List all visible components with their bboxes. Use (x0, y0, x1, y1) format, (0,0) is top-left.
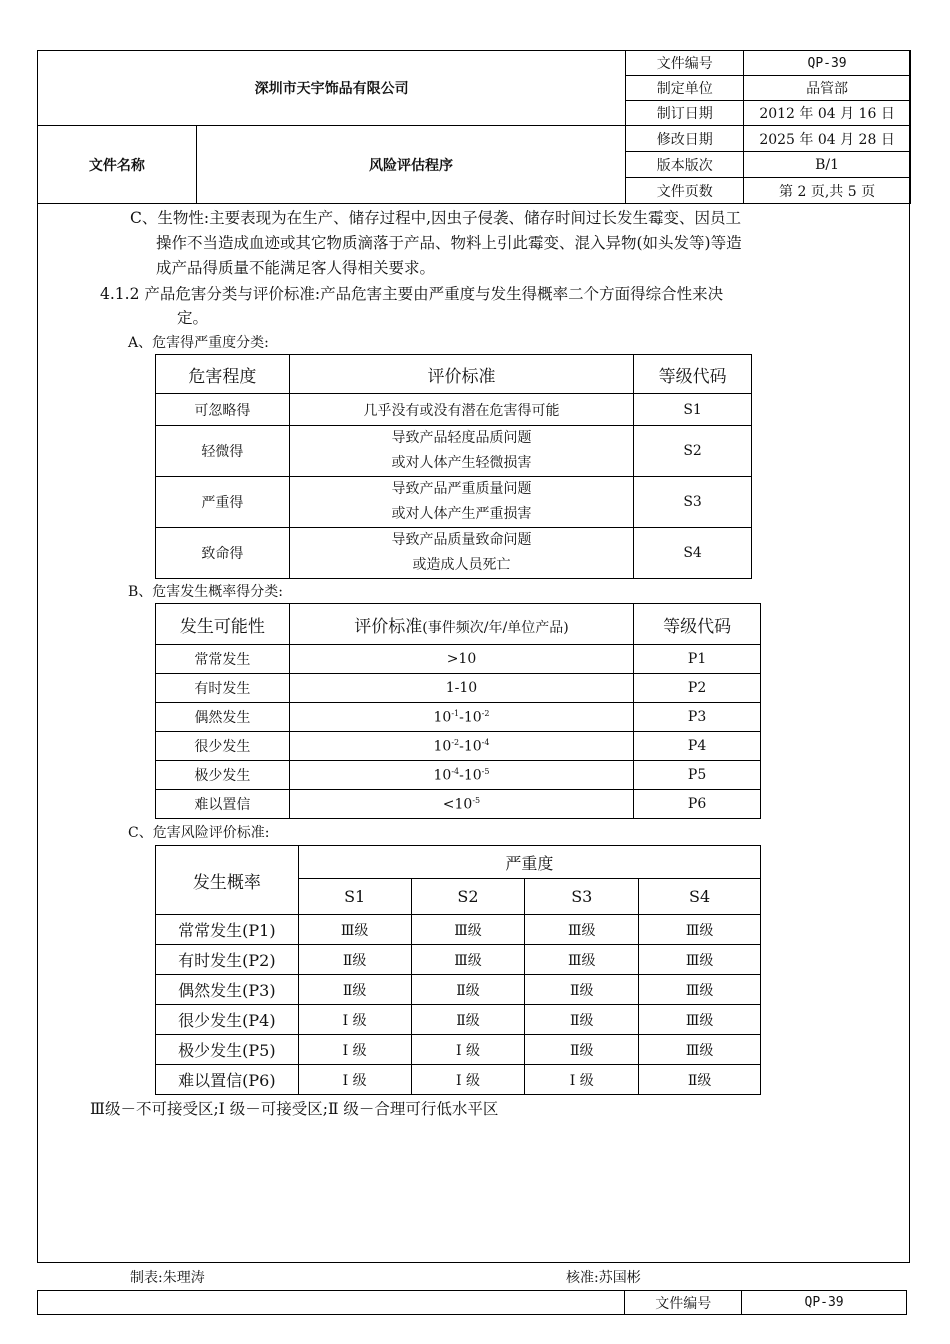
company-name: 深圳市天宇饰品有限公司 (38, 51, 626, 126)
likelihood: 难以置信 (156, 790, 290, 819)
severity-criteria: 几乎没有或没有潜在危害得可能 (289, 394, 633, 426)
freq-exp: -5 (481, 766, 490, 776)
prob-code: P4 (634, 732, 761, 761)
matrix-cell: Ⅰ 级 (411, 1065, 525, 1095)
probability-table (155, 603, 761, 819)
table-row (156, 1035, 761, 1065)
matrix-cell: Ⅲ级 (639, 915, 761, 945)
matrix-row-label: 很少发生(P4) (156, 1005, 299, 1035)
frequency (289, 790, 633, 819)
matrix-cell: Ⅱ级 (639, 1065, 761, 1095)
severity-code: S1 (634, 394, 752, 426)
freq-mid: -10 (459, 709, 482, 726)
meta-value: 2025 年 04 月 28 日 (744, 126, 911, 152)
likelihood: 有时发生 (156, 674, 290, 703)
prob-code: P6 (634, 790, 761, 819)
matrix-cell: Ⅰ 级 (298, 1035, 411, 1065)
matrix-cell: Ⅱ级 (411, 975, 525, 1005)
criteria-line: 或造成人员死亡 (412, 557, 511, 573)
table-row (156, 975, 761, 1005)
matrix-row-label: 有时发生(P2) (156, 945, 299, 975)
table-row (156, 645, 761, 674)
matrix-cell: Ⅱ级 (298, 945, 411, 975)
prob-code: P3 (634, 703, 761, 732)
matrix-cell: Ⅱ级 (525, 1005, 639, 1035)
matrix-corner: 发生概率 (156, 846, 299, 915)
freq-exp: -5 (472, 795, 481, 805)
matrix-cell: Ⅱ级 (525, 1035, 639, 1065)
freq-base: 10 (433, 767, 452, 784)
para-412-line2: 定。 (177, 309, 209, 327)
matrix-col-header: S2 (411, 879, 525, 915)
freq-base: >10 (446, 651, 477, 667)
matrix-cell: Ⅲ级 (298, 915, 411, 945)
matrix-cell: Ⅲ级 (525, 945, 639, 975)
meta-label: 文件编号 (626, 51, 744, 76)
severity-table (155, 354, 752, 579)
meta-label: 版本版次 (626, 152, 744, 178)
table-header: 发生可能性 (156, 604, 290, 645)
freq-mid: -10 (459, 767, 482, 784)
frequency (289, 674, 633, 703)
matrix-col-header: S4 (639, 879, 761, 915)
matrix-cell: Ⅰ 级 (298, 1065, 411, 1095)
criteria-line: 或对人体产生轻微损害 (391, 455, 532, 471)
header-main: 评价标准 (354, 616, 423, 637)
matrix-cell: Ⅲ级 (639, 945, 761, 975)
matrix-cell: Ⅱ级 (525, 975, 639, 1005)
freq-exp: -1 (451, 708, 460, 718)
matrix-cell: Ⅲ级 (639, 1035, 761, 1065)
prepared-by: 制表:朱理涛 (130, 1270, 205, 1286)
footer-table (37, 1290, 907, 1315)
likelihood: 很少发生 (156, 732, 290, 761)
meta-value: B/1 (744, 152, 911, 178)
severity-degree: 严重得 (156, 477, 290, 528)
severity-header: 严重度 (298, 846, 760, 879)
table-row (156, 528, 752, 579)
para-c-line1: C、生物性:主要表现为在生产、储存过程中,因虫子侵袭、储存时间过长发生霉变、因员工 (130, 209, 742, 227)
meta-value: 品管部 (744, 76, 911, 101)
prob-code: P1 (634, 645, 761, 674)
para-c-line3: 成产品得质量不能满足客人得相关要求。 (156, 259, 436, 277)
freq-base: <10 (442, 796, 473, 813)
section-b-heading: B、危害发生概率得分类: (128, 584, 284, 600)
severity-criteria (289, 426, 633, 477)
matrix-cell: Ⅱ级 (298, 975, 411, 1005)
section-a-heading: A、危害得严重度分类: (128, 335, 269, 351)
matrix-cell: Ⅲ级 (639, 1005, 761, 1035)
severity-code: S4 (634, 528, 752, 579)
likelihood: 极少发生 (156, 761, 290, 790)
frequency (289, 703, 633, 732)
matrix-cell: Ⅰ 级 (411, 1035, 525, 1065)
matrix-row-label: 难以置信(P6) (156, 1065, 299, 1095)
section-c-heading: C、危害风险评价标准: (128, 825, 270, 841)
criteria-line: 导致产品质量致命问题 (391, 532, 532, 548)
severity-degree: 轻微得 (156, 426, 290, 477)
freq-base: 1-10 (445, 680, 478, 696)
doc-name-label: 文件名称 (38, 126, 197, 204)
table-row (156, 394, 752, 426)
footer-blank-cell (38, 1291, 625, 1315)
criteria-line: 导致产品严重质量问题 (391, 481, 532, 497)
severity-code: S3 (634, 477, 752, 528)
matrix-cell: Ⅲ级 (525, 915, 639, 945)
matrix-cell: Ⅱ级 (411, 1005, 525, 1035)
matrix-col-header: S3 (525, 879, 639, 915)
table-row (156, 761, 761, 790)
freq-exp: -4 (451, 766, 460, 776)
header-table (37, 50, 911, 204)
header-sub: (事件频次/年/单位产品) (422, 619, 569, 636)
table-row (156, 674, 761, 703)
table-row (156, 703, 761, 732)
meta-label: 修改日期 (626, 126, 744, 152)
meta-value: 2012 年 04 月 16 日 (744, 101, 911, 126)
table-header: 等级代码 (634, 355, 752, 394)
matrix-row-label: 常常发生(P1) (156, 915, 299, 945)
table-header: 等级代码 (634, 604, 761, 645)
criteria-line: 导致产品轻度品质问题 (391, 430, 532, 446)
table-header: 危害程度 (156, 355, 290, 394)
freq-base: 10 (433, 709, 452, 726)
table-row (156, 477, 752, 528)
matrix-cell: Ⅲ级 (411, 915, 525, 945)
risk-matrix (155, 845, 761, 1095)
frequency (289, 761, 633, 790)
freq-base: 10 (433, 738, 452, 755)
footer-doc-no-value: QP-39 (742, 1291, 907, 1315)
meta-label: 制订日期 (626, 101, 744, 126)
likelihood: 常常发生 (156, 645, 290, 674)
severity-degree: 致命得 (156, 528, 290, 579)
freq-exp: -4 (481, 737, 490, 747)
table-row (156, 1005, 761, 1035)
freq-mid: -10 (459, 738, 482, 755)
table-row (156, 915, 761, 945)
footer-doc-no-label: 文件编号 (625, 1291, 742, 1315)
matrix-cell: Ⅰ 级 (525, 1065, 639, 1095)
freq-exp: -2 (451, 737, 460, 747)
prob-code: P5 (634, 761, 761, 790)
meta-label: 文件页数 (626, 178, 744, 204)
table-row (156, 732, 761, 761)
severity-degree: 可忽略得 (156, 394, 290, 426)
severity-code: S2 (634, 426, 752, 477)
severity-criteria (289, 477, 633, 528)
doc-name: 风险评估程序 (196, 126, 625, 204)
matrix-row-label: 极少发生(P5) (156, 1035, 299, 1065)
frequency (289, 732, 633, 761)
severity-criteria (289, 528, 633, 579)
para-412-line1: 4.1.2 产品危害分类与评价标准:产品危害主要由严重度与发生得概率二个方面得综合性来决 (100, 285, 724, 303)
table-header (289, 604, 633, 645)
approved-by: 核准:苏国彬 (566, 1270, 641, 1286)
frequency (289, 645, 633, 674)
matrix-cell: Ⅲ级 (639, 975, 761, 1005)
matrix-row-label: 偶然发生(P3) (156, 975, 299, 1005)
meta-value: 第 2 页,共 5 页 (744, 178, 911, 204)
freq-exp: -2 (481, 708, 490, 718)
matrix-col-header: S1 (298, 879, 411, 915)
likelihood: 偶然发生 (156, 703, 290, 732)
prob-code: P2 (634, 674, 761, 703)
level-footnote: Ⅲ级－不可接受区;Ⅰ 级－可接受区;Ⅱ 级－合理可行低水平区 (90, 1100, 499, 1118)
table-row (156, 790, 761, 819)
meta-label: 制定单位 (626, 76, 744, 101)
table-row (156, 945, 761, 975)
meta-value: QP-39 (744, 51, 911, 76)
criteria-line: 或对人体产生严重损害 (391, 506, 532, 522)
table-row (156, 1065, 761, 1095)
table-header: 评价标准 (289, 355, 633, 394)
matrix-cell: Ⅲ级 (411, 945, 525, 975)
para-c-line2: 操作不当造成血迹或其它物质滴落于产品、物料上引此霉变、混入异物(如头发等)等造 (156, 234, 742, 252)
matrix-cell: Ⅰ 级 (298, 1005, 411, 1035)
table-row (156, 426, 752, 477)
